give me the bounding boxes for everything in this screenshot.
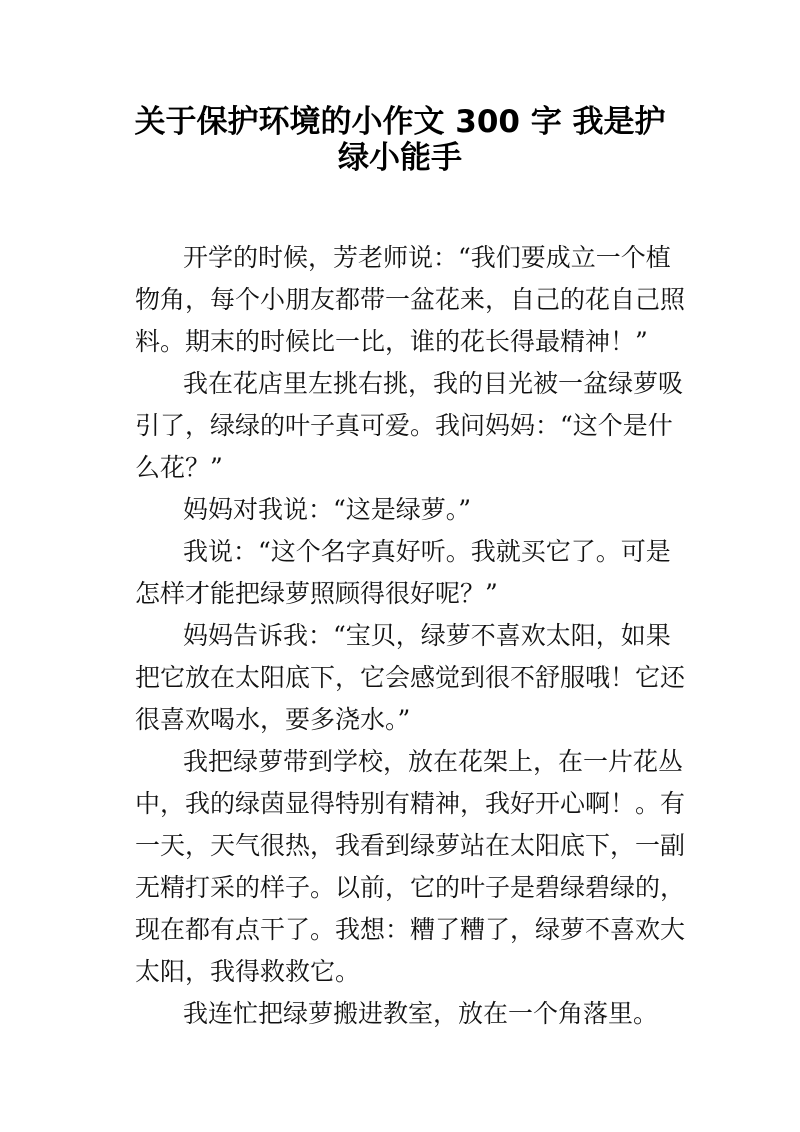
paragraph-line: 现在都有点干了。我想：糟了糟了，绿萝不喜欢大 [135,915,686,944]
paragraph-line: 妈妈告诉我：“宝贝，绿萝不喜欢太阳，如果 [183,621,671,650]
paragraph-line: 怎样才能把绿萝照顾得很好呢？” [135,579,498,608]
paragraph [135,741,686,993]
title-line-1: 关于保护环境的小作文 300 字 我是护 [134,104,666,140]
paragraph-line: 无精打采的样子。以前，它的叶子是碧绿碧绿的， [135,873,686,902]
paragraph-line: 引了，绿绿的叶子真可爱。我问妈妈：“这个是什 [135,411,673,440]
paragraph [135,237,686,363]
paragraph-line: 开学的时候，芳老师说：“我们要成立一个植 [183,243,671,272]
document-body [135,237,686,1035]
paragraph [135,489,665,531]
paragraph-line: 把它放在太阳底下，它会感觉到很不舒服哦！它还 [135,663,686,692]
paragraph-line: 太阳，我得救救它。 [135,957,361,986]
paragraph-line: 一天，天气很热，我看到绿萝站在太阳底下，一副 [135,831,686,860]
paragraph-line: 我在花店里左挑右挑，我的目光被一盆绿萝吸 [183,369,684,398]
paragraph-line: 很喜欢喝水，要多浇水。” [135,705,411,734]
paragraph-line: 我说：“这个名字真好听。我就买它了。可是 [183,537,671,566]
paragraph-line: 我把绿萝带到学校，放在花架上，在一片花丛 [183,747,684,776]
paragraph-line: 么花？” [135,453,223,482]
title-line-2: 绿小能手 [338,140,462,176]
document-title [120,104,680,176]
paragraph [135,363,684,489]
paragraph-line: 料。期末的时候比一比，谁的花长得最精神！” [135,327,648,356]
paragraph-line: 中，我的绿茵显得特别有精神，我好开心啊！。有 [135,789,686,818]
paragraph-line: 物角，每个小朋友都带一盆花来，自己的花自己照 [135,285,686,314]
paragraph [135,993,665,1035]
paragraph [135,531,671,615]
paragraph-line: 我连忙把绿萝搬进教室，放在一个角落里。 [183,999,659,1028]
paragraph [135,615,686,741]
paragraph-line: 妈妈对我说：“这是绿萝。” [183,495,472,524]
